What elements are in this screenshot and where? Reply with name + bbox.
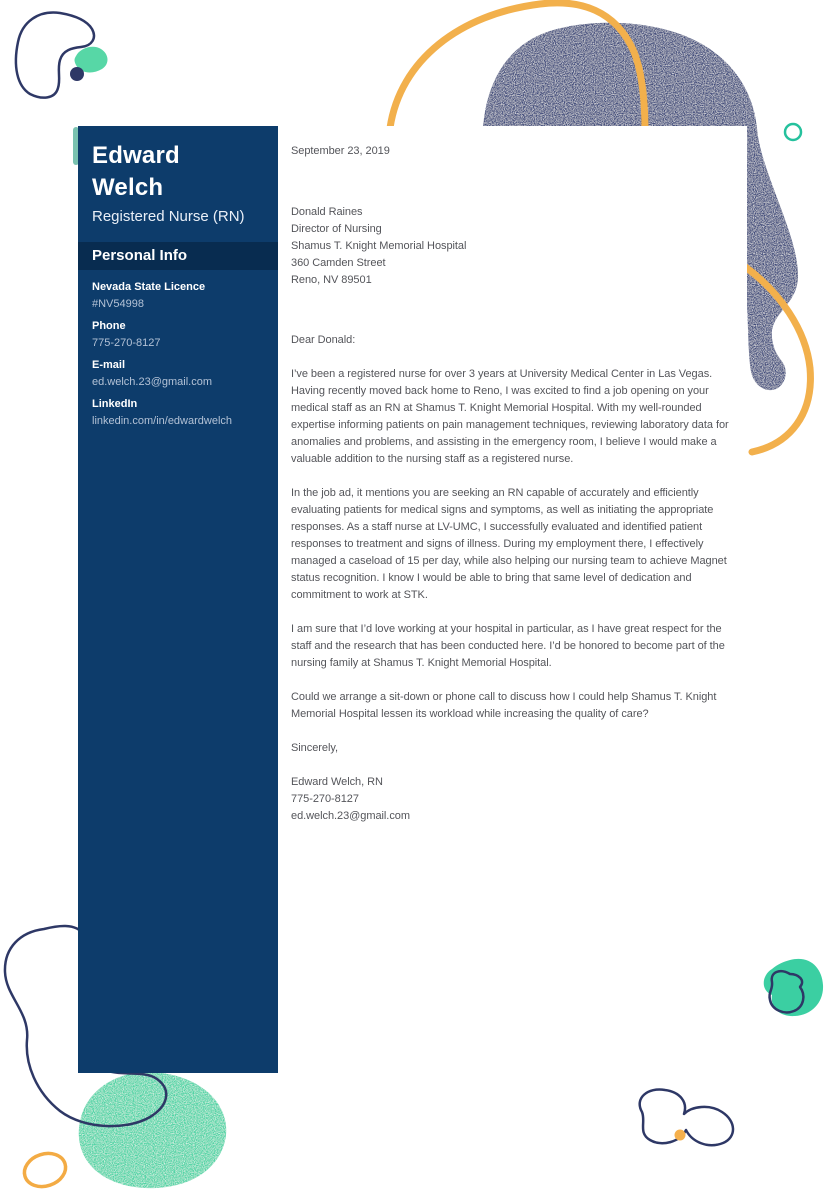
letter-paragraph: In the job ad, it mentions you are seeking an RN capable of accurately and efficiently evaluating patients for medical signs and symptoms, as well as initiating the appropriate responses. As a staff nurse at LV-UMC, I successfully evaluated and identified patient responses to treatment and signs of illness. During my employment there, I effectively managed a caseload of 15 per day, while also helping our nursing team to achieve Magnet status recognition. I know I would be able to bring that same level of dedication and commitment to work at STK. (291, 487, 727, 601)
candidate-last-name: Welch (92, 174, 164, 201)
recipient-title: Director of Nursing (291, 223, 382, 235)
job-title: Registered Nurse (RN) (92, 208, 245, 225)
recipient-company: Shamus T. Knight Memorial Hospital (291, 240, 467, 252)
salutation: Dear Donald: (291, 334, 356, 346)
field-email-value: ed.welch.23@gmail.com (92, 376, 212, 388)
navy-dot-top-left (70, 67, 84, 81)
yellow-oval-ring-bottom-left (20, 1148, 70, 1191)
field-linkedin (92, 398, 264, 428)
field-phone-label: Phone (92, 320, 126, 332)
field-licence-value: #NV54998 (92, 298, 144, 310)
recipient-block (291, 204, 735, 289)
letter-page (278, 126, 747, 1073)
personal-info-heading: Personal Info (78, 242, 278, 270)
field-linkedin-label: LinkedIn (92, 398, 138, 410)
signature-phone: 775-270-8127 (291, 793, 359, 805)
letter-paragraph: I’ve been a registered nurse for over 3 years at University Medical Center in Las Vegas. Having recently moved back home to Reno, I was excited to find a job opening on your medical staff as an RN at Shamus T. Knight Memorial Hospital. With my well-rounded expertise informing patients on pain management techniques, reviewing laboratory data for anomalies and problems, and assisting in the emergency room, I believe I would make a valuable addition to the nursing staff as a registered nurse. (291, 368, 729, 465)
sidebar (78, 126, 278, 1073)
signature-email: ed.welch.23@gmail.com (291, 810, 410, 822)
field-phone-value: 775-270-8127 (92, 337, 161, 349)
signature-name: Edward Welch, RN (291, 776, 383, 788)
recipient-city: Reno, NV 89501 (291, 274, 372, 286)
field-licence-label: Nevada State Licence (92, 281, 206, 293)
teal-speckled-blob-bottom-left (79, 1072, 226, 1188)
field-licence (92, 281, 264, 311)
candidate-first-name: Edward (92, 142, 180, 169)
document (78, 126, 747, 1073)
navy-peanut-outline-bottom-right (640, 1090, 733, 1146)
field-linkedin-value: linkedin.com/in/edwardwelch (92, 415, 233, 427)
signature-block (291, 774, 735, 825)
field-phone (92, 320, 264, 350)
yellow-dot-bottom-right (675, 1130, 686, 1141)
recipient-street: 360 Camden Street (291, 257, 386, 269)
teal-circle-outline-right (785, 124, 801, 140)
letter-paragraph: I am sure that I’d love working at your hospital in particular, as I have great respect for the staff and the research that has been conducted here. I’d be honored to become part of the nursing family at Shamus T. Knight Memorial Hospital. (291, 623, 725, 669)
letter-date: September 23, 2019 (291, 145, 390, 157)
candidate-name (92, 140, 264, 204)
letter-paragraph: Could we arrange a sit-down or phone call to discuss how I could help Shamus T. Knight Memorial Hospital lessen its workload while increasing the quality of care? (291, 691, 717, 720)
recipient-name: Donald Raines (291, 206, 363, 218)
personal-info-fields (78, 270, 278, 428)
field-email (92, 359, 264, 389)
field-email-label: E-mail (92, 359, 126, 371)
closing: Sincerely, (291, 742, 338, 754)
